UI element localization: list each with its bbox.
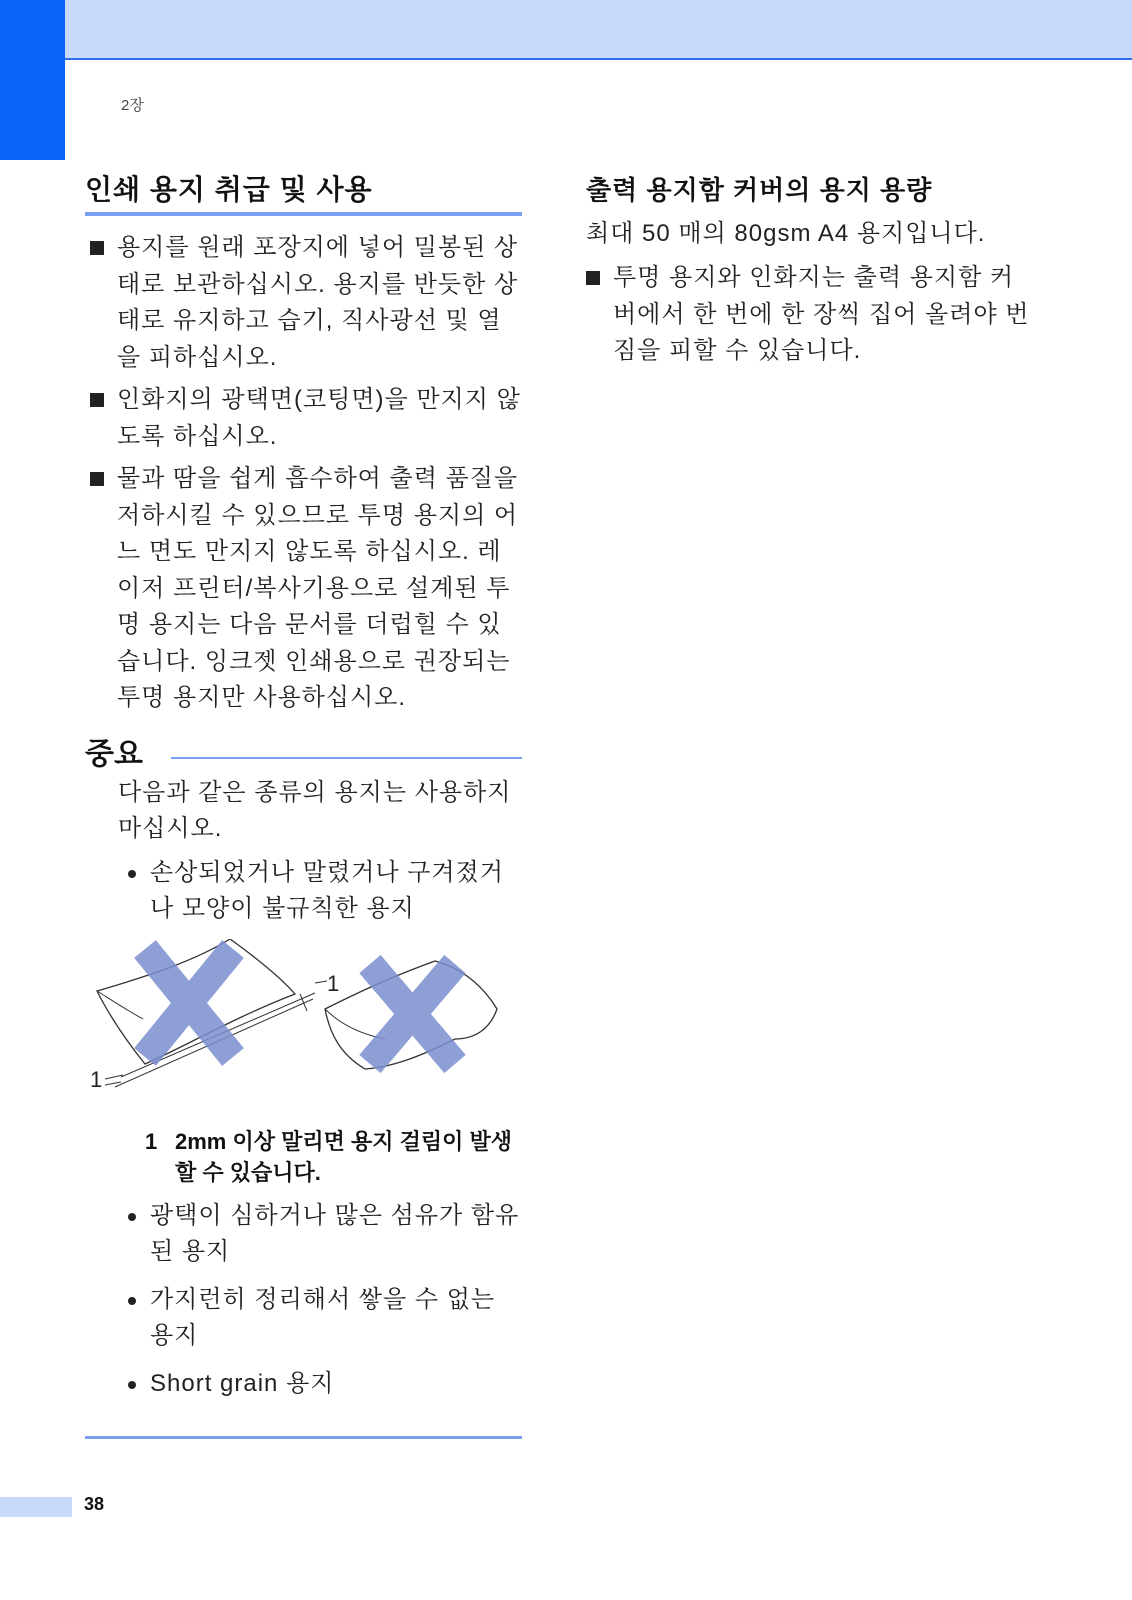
important-body: [118, 775, 522, 927]
dot-bullet-icon: [128, 870, 136, 878]
section-title-output-tray: 출력 용지함 커버의 용지 용량: [586, 175, 933, 205]
measure-tick: [105, 1075, 123, 1085]
section-title-rule: [85, 212, 522, 216]
important-body-continued: [118, 1198, 522, 1402]
dot-bullet-icon: [128, 1297, 136, 1305]
section-title-paper-handling: 인쇄 용지 취급 및 사용: [85, 174, 373, 205]
handling-bullet-list: [85, 230, 522, 717]
bullet-item: 용지를 원래 포장지에 넣어 밀봉된 상태로 보관하십시오. 용지를 반듯한 상태로 유지하고 습기, 직사광선 및 열을 피하십시오.: [85, 230, 522, 376]
figure-label: 1: [327, 970, 340, 996]
important-header: [85, 729, 522, 775]
header-band: [65, 0, 1132, 58]
list-item: Short grain 용지: [118, 1366, 522, 1402]
caption-text: 2mm 이상 말리면 용지 걸림이 발생할 수 있습니다.: [175, 1128, 512, 1185]
list-item: 광택이 심하거나 많은 섬유가 함유된 용지: [118, 1198, 522, 1270]
header-rule: [65, 58, 1132, 60]
left-column: [85, 170, 522, 1402]
cross-mark-left: [145, 949, 233, 1057]
bullet-item: 투명 용지와 인화지는 출력 용지함 커버에서 한 번에 한 장씩 집어 올려야 번짐을 피할 수 있습니다.: [586, 260, 1036, 370]
curled-paper-illustration: [85, 939, 522, 1099]
chapter-label: 2장: [121, 97, 144, 114]
chapter-side-tab: [0, 0, 65, 160]
measure-tick: [300, 981, 327, 1011]
square-bullet-icon: [90, 241, 104, 255]
important-label: 중요: [85, 737, 143, 771]
list-item: 가지런히 정리해서 쌓을 수 없는 용지: [118, 1282, 522, 1354]
square-bullet-icon: [90, 472, 104, 486]
figure-caption: [145, 1126, 522, 1188]
page-number: 38: [84, 1494, 105, 1514]
list-item: 손상되었거나 말렸거나 구겨졌거나 모양이 불규칙한 용지: [118, 855, 522, 927]
curled-sheet-edge: [325, 1009, 385, 1039]
caption-number: 1: [145, 1128, 158, 1154]
important-rule: [171, 757, 522, 759]
square-bullet-icon: [586, 271, 600, 285]
bullet-item: 물과 땀을 쉽게 흡수하여 출력 품질을 저하시킬 수 있으므로 투명 용지의 어느 면도 만지지 않도록 하십시오. 레이저 프린터/복사기용으로 설계된 투명 용지는 다음 문서를 더럽힐 수 있습니다. 잉크젯 인쇄용으로 권장되는 투명 용지만 사용하십시오.: [85, 461, 522, 717]
page-number-tab: [0, 1497, 72, 1517]
capacity-text: 최대 50 매의 80gsm A4 용지입니다.: [586, 220, 986, 247]
important-bottom-rule: [85, 1436, 522, 1439]
right-column: [586, 170, 1036, 370]
bullet-item: 인화지의 광택면(코팅면)을 만지지 않도록 하십시오.: [85, 382, 522, 455]
output-tray-bullet-list: [586, 260, 1036, 370]
dot-bullet-icon: [128, 1381, 136, 1389]
dot-bullet-icon: [128, 1213, 136, 1221]
cross-mark-right: [370, 964, 455, 1064]
figure-label: 1: [90, 1066, 103, 1092]
square-bullet-icon: [90, 393, 104, 407]
important-intro: 다음과 같은 종류의 용지는 사용하지 마십시오.: [118, 778, 512, 842]
